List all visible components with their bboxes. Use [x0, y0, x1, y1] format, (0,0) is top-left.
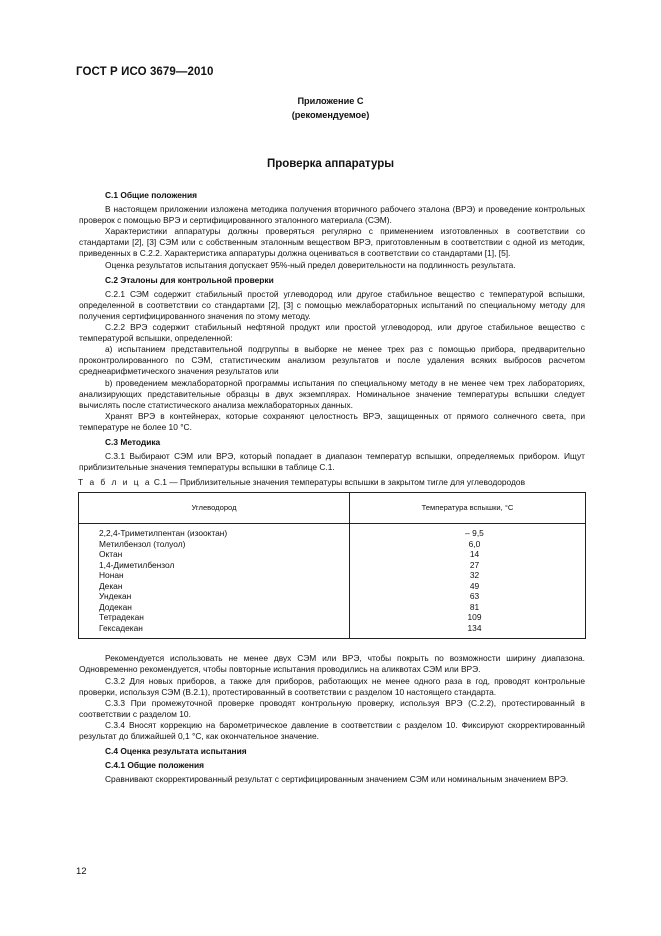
table-row	[79, 581, 586, 592]
paragraph: В настоящем приложении изложена методика получения вторичного рабочего эталона (ВРЭ) и проведение контрольных проверок с помощью ВРЭ и сертифицированного эталонного материала (СЭМ).	[79, 204, 585, 226]
table-row	[79, 560, 586, 571]
hydrocarbon-name: Ундекан	[79, 591, 350, 602]
hydrocarbon-name: 1,4-Диметилбензол	[79, 560, 350, 571]
flash-point-table	[78, 492, 586, 639]
flash-point-value: 6,0	[350, 539, 586, 550]
page-number: 12	[76, 866, 87, 877]
paragraph: Хранят ВРЭ в контейнерах, которые сохраняют целостность ВРЭ, защищенных от прямого солнечного света, при температуре не более 10 °С.	[79, 410, 585, 432]
paragraph: С.3.4 Вносят коррекцию на барометрическое давление в соответствии с разделом 10. Фиксируют скорректированный результат до ближайшей 0,1 °С, как окончательное значение.	[79, 719, 585, 741]
table-row	[79, 524, 586, 539]
flash-point-value: – 9,5	[350, 524, 586, 539]
paragraph: С.2.1 СЭМ содержит стабильный простой углеводород или другое стабильное вещество с температурой вспышки, определенной в соответствии со стандартами [2], [3] с помощью межлабораторных испытаний по специальному методу для получения сертифицированного значения по этому методу.	[79, 288, 585, 321]
table-row	[79, 549, 586, 560]
table-row	[79, 612, 586, 623]
table-row	[79, 623, 586, 639]
flash-point-value: 14	[350, 549, 586, 560]
section-heading-c3: С.3 Методика	[105, 436, 161, 447]
table-caption-text: С.1 — Приблизительные значения температуры вспышки в закрытом тигле для углеводородов	[151, 477, 526, 488]
column-header-flash-point: Температура вспышки, °С	[350, 493, 586, 524]
appendix-title: Проверка аппаратуры	[266, 158, 395, 170]
table-row	[79, 591, 586, 602]
paragraph: С.2.2 ВРЭ содержит стабильный нефтяной продукт или простой углеводород, или другое стабильное вещество с температурой вспышки, определенной:	[79, 322, 585, 344]
spacer	[79, 639, 585, 653]
list-item-a: а) испытанием представительной подгруппы в выборке не менее трех раз с помощью прибора, предварительно проконтролированного по СЭМ, статистическим анализом результатов и после удаления всяких выбросов расчетом среднеарифметического значения результатов или	[79, 344, 585, 377]
flash-point-value: 49	[350, 581, 586, 592]
flash-point-value: 32	[350, 570, 586, 581]
table-caption	[78, 477, 585, 488]
section-heading-c1: С.1 Общие положения	[105, 190, 198, 200]
hydrocarbon-name: 2,2,4-Триметилпентан (изооктан)	[79, 524, 350, 539]
flash-point-value: 134	[350, 623, 586, 639]
section-heading-c4: С.4 Оценка результата испытания	[105, 746, 247, 757]
paragraph: Сравнивают скорректированный результат с сертифицированным значением СЭМ или номинальным значением ВРЭ.	[105, 774, 569, 785]
hydrocarbon-name: Октан	[79, 549, 350, 560]
hydrocarbon-name: Гексадекан	[79, 623, 350, 639]
standard-header: ГОСТ Р ИСО 3679—2010	[76, 66, 214, 78]
paragraph: Рекомендуется использовать не менее двух СЭМ или ВРЭ, чтобы покрыть по возможности ширину диапазона. Одновременно рекомендуется, чтобы повторные испытания проводились на аликвотах СЭМ или ВРЭ.	[79, 653, 585, 675]
paragraph: Оценка результатов испытания допускает 95%-ный предел доверительности на подлинность результата.	[105, 259, 516, 270]
flash-point-value: 81	[350, 602, 586, 613]
table-row	[79, 539, 586, 550]
column-header-hydrocarbon: Углеводород	[79, 493, 350, 524]
hydrocarbon-name: Метилбензол (толуол)	[79, 539, 350, 550]
paragraph: Характеристики аппаратуры должны проверяться регулярно с применением изготовленных в соответствии со стандартами [2], [3] СЭМ или с собственным эталонным веществом ВРЭ, приготовленным в соответствии с одной из методик, приведенных в С.2.2. Характеристика аппаратуры должна оцениваться в соответствии со стандартами [1], [5].	[79, 226, 585, 259]
flash-point-value: 27	[350, 560, 586, 571]
section-heading-c2: С.2 Эталоны для контрольной проверки	[105, 274, 274, 285]
table-caption-lead: Т а б л и ц а	[78, 477, 152, 488]
flash-point-value: 63	[350, 591, 586, 602]
hydrocarbon-name: Тетрадекан	[79, 612, 350, 623]
appendix-label: Приложение С	[297, 96, 364, 106]
paragraph: С.3.1 Выбирают СЭМ или ВРЭ, который попадает в диапазон температур вспышки, определяемых прибором. Ищут приблизительные значения температуры вспышки в таблице С.1.	[79, 451, 585, 473]
list-item-b: b) проведением межлабораторной программы испытания по специальному методу в не менее чем трех лабораториях, анализирующих представительные образцы в двух экземплярах. Номинальное значение температуры вспышки следует вычислять после статистического анализа межлабораторных данных.	[79, 377, 585, 410]
hydrocarbon-name: Додекан	[79, 602, 350, 613]
paragraph: С.3.2 Для новых приборов, а также для приборов, работающих не менее одного раза в год, проводят контрольные проверки, используя СЭМ (В.2.1), протестированный в соответствии с разделом 10 настоящего стандарта.	[79, 675, 585, 697]
hydrocarbon-name: Нонан	[79, 570, 350, 581]
hydrocarbon-name: Декан	[79, 581, 350, 592]
document-body	[79, 186, 585, 785]
table-row	[79, 602, 586, 613]
flash-point-value: 109	[350, 612, 586, 623]
table-row	[79, 570, 586, 581]
appendix-status: (рекомендуемое)	[291, 110, 370, 120]
paragraph: С.3.3 При промежуточной проверке проводят контрольную проверку, используя ВРЭ (С.2.2), протестированный в соответствии с разделом 10.	[79, 697, 585, 719]
subsection-heading-c41: С.4.1 Общие положения	[105, 760, 204, 771]
